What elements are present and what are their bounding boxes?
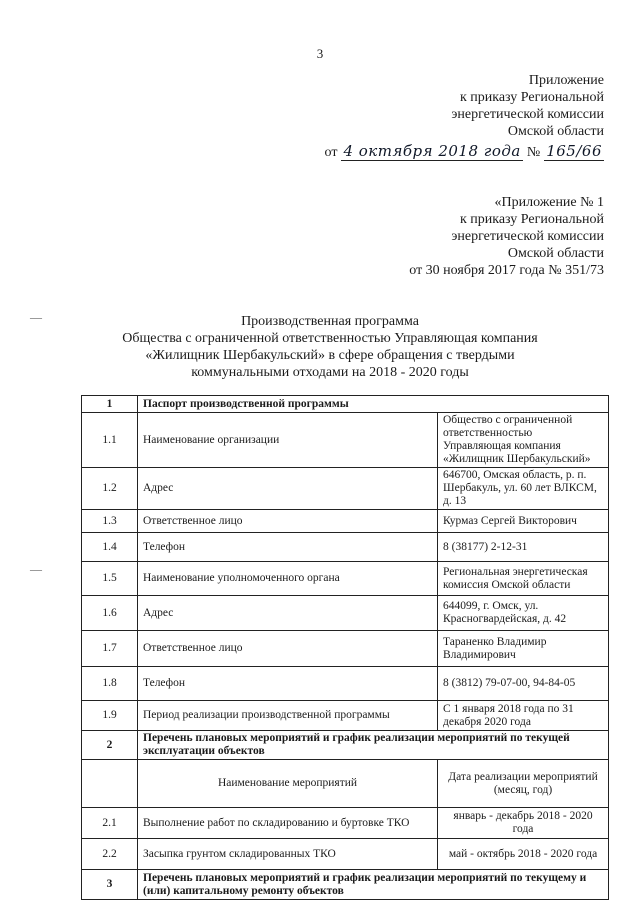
- table-row: [82, 808, 609, 839]
- table-row: [82, 731, 609, 760]
- row-number: 1.3: [82, 510, 138, 533]
- table-row: [82, 562, 609, 596]
- section-title: Паспорт производственной программы: [138, 396, 609, 413]
- table-row: [82, 839, 609, 870]
- row-number: 1.5: [82, 562, 138, 596]
- row-number: 1.4: [82, 533, 138, 562]
- appendix-line: к приказу Региональной: [459, 90, 604, 105]
- table-row: [82, 596, 609, 631]
- title-line: Производственная программа: [241, 314, 419, 329]
- handwritten-order-date: 4 октября 2018 года: [343, 142, 521, 160]
- page-number: 3: [316, 46, 324, 61]
- column-header-date: Дата реализации мероприятий (месяц, год): [438, 760, 609, 808]
- row-label: Адрес: [138, 468, 438, 510]
- event-name: Засыпка грунтом складированных ТКО: [138, 839, 438, 870]
- row-label: Наименование организации: [138, 413, 438, 468]
- column-header-name: Наименование мероприятий: [138, 760, 438, 808]
- row-number: 1.7: [82, 631, 138, 667]
- row-value: 644099, г. Омск, ул. Красногвардейская, д. 42: [438, 596, 609, 631]
- table-row: [82, 413, 609, 468]
- table-row: [82, 533, 609, 562]
- section-title: Перечень плановых мероприятий и график реализации мероприятий по текущему и (или) капитальному ремонту объектов: [138, 870, 609, 900]
- document-title: [60, 313, 600, 381]
- row-label: Адрес: [138, 596, 438, 631]
- margin-mark: —: [30, 562, 42, 576]
- table-row: [82, 510, 609, 533]
- row-value: Курмаз Сергей Викторович: [438, 510, 609, 533]
- appendix-line: Омской области: [507, 124, 604, 139]
- row-value: С 1 января 2018 года по 31 декабря 2020 года: [438, 701, 609, 731]
- table-row: [82, 870, 609, 900]
- margin-mark: —: [30, 310, 42, 324]
- row-number: 1.9: [82, 701, 138, 731]
- row-number: 1.6: [82, 596, 138, 631]
- production-program-table: [81, 395, 609, 900]
- row-label: Наименование уполномоченного органа: [138, 562, 438, 596]
- row-number: 1.1: [82, 413, 138, 468]
- table-row: [82, 667, 609, 701]
- empty-cell: [82, 760, 138, 808]
- section-number: 3: [82, 870, 138, 900]
- title-line: коммунальными отходами на 2018 - 2020 годы: [191, 365, 469, 380]
- section-number: 2: [82, 731, 138, 760]
- order-prefix: от: [324, 145, 338, 160]
- appendix-original: [409, 194, 604, 279]
- appendix-line: энергетической комиссии: [451, 229, 604, 244]
- order-line: [325, 142, 605, 161]
- row-value: 8 (38177) 2-12-31: [438, 533, 609, 562]
- table-row: [82, 468, 609, 510]
- appendix-line: энергетической комиссии: [451, 107, 604, 122]
- table-row: [82, 396, 609, 413]
- row-value: 646700, Омская область, р. п. Шербакуль, ул. 60 лет ВЛКСМ, д. 13: [438, 468, 609, 510]
- table-row: [82, 701, 609, 731]
- order-number-label: №: [526, 145, 541, 160]
- row-value: Общество с ограниченной ответственностью Управляющая компания «Жилищник Шербакульский»: [438, 413, 609, 468]
- section-number: 1: [82, 396, 138, 413]
- appendix-current: [451, 72, 604, 140]
- title-line: Общества с ограниченной ответственностью Управляющая компания: [122, 331, 538, 346]
- section-title: Перечень плановых мероприятий и график реализации мероприятий по текущей эксплуатации объектов: [138, 731, 609, 760]
- table-row: [82, 631, 609, 667]
- table-row: [82, 760, 609, 808]
- title-line: «Жилищник Шербакульский» в сфере обращения с твердыми: [145, 348, 515, 363]
- row-value: Региональная энергетическая комиссия Омской области: [438, 562, 609, 596]
- appendix-line: Омской области: [507, 246, 604, 261]
- row-number: 2.1: [82, 808, 138, 839]
- row-label: Телефон: [138, 667, 438, 701]
- row-number: 2.2: [82, 839, 138, 870]
- row-label: Телефон: [138, 533, 438, 562]
- row-number: 1.8: [82, 667, 138, 701]
- row-label: Ответственное лицо: [138, 631, 438, 667]
- row-value: 8 (3812) 79-07-00, 94-84-05: [438, 667, 609, 701]
- appendix-line: к приказу Региональной: [459, 212, 604, 227]
- row-label: Ответственное лицо: [138, 510, 438, 533]
- row-label: Период реализации производственной программы: [138, 701, 438, 731]
- row-number: 1.2: [82, 468, 138, 510]
- appendix-line: «Приложение № 1: [494, 195, 604, 210]
- row-value: Тараненко Владимир Владимирович: [438, 631, 609, 667]
- event-name: Выполнение работ по складированию и буртовке ТКО: [138, 808, 438, 839]
- appendix-line: Приложение: [528, 73, 604, 88]
- event-date: январь - декабрь 2018 - 2020 года: [438, 808, 609, 839]
- event-date: май - октябрь 2018 - 2020 года: [438, 839, 609, 870]
- appendix-line: от 30 ноября 2017 года № 351/73: [409, 263, 604, 278]
- handwritten-order-number: 165/66: [546, 142, 602, 160]
